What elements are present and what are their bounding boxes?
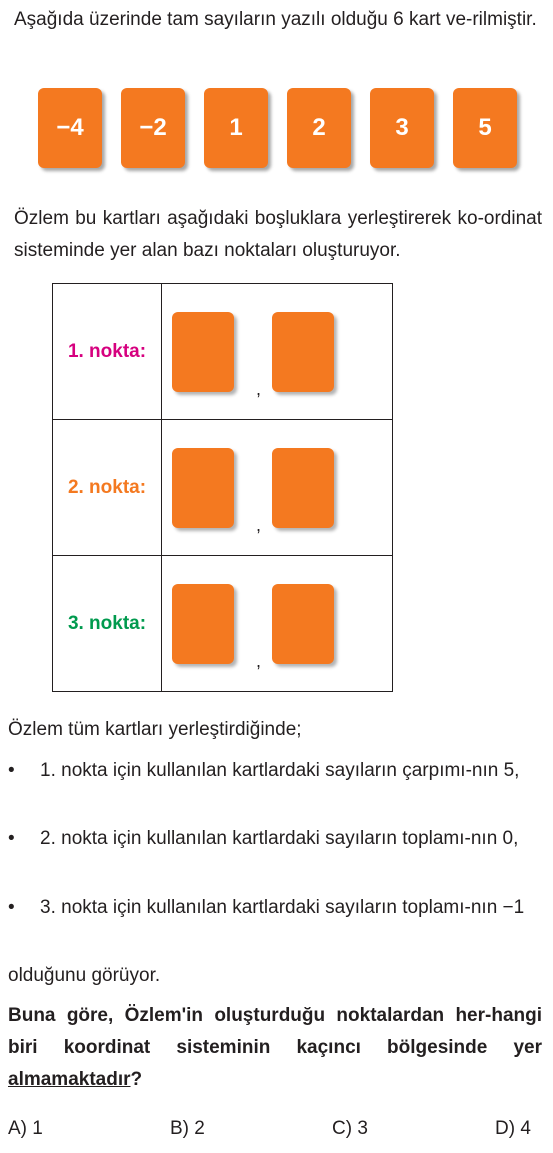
point-slots	[162, 284, 393, 420]
bullet: •	[8, 897, 15, 918]
condition-text: 2. nokta için kullanılan kartlardaki sayıların toplamı-nın 0,	[40, 828, 519, 849]
intro-text: Aşağıda üzerinde tam sayıların yazılı olduğu 6 kart ve-rilmiştir.	[14, 9, 537, 30]
bullet: •	[8, 760, 15, 781]
conclusion-text: olduğunu görüyor.	[8, 965, 161, 986]
card-slot[interactable]	[272, 448, 334, 528]
table-row	[53, 556, 393, 692]
question-body: Buna göre, Özlem'in oluşturduğu noktalardan her-hangi biri koordinat sisteminin kaçıncı bölgesinde yer	[8, 1005, 542, 1058]
number-card: 3	[370, 88, 434, 168]
option-a[interactable]: A) 1	[8, 1118, 43, 1139]
condition-text: 1. nokta için kullanılan kartlardaki sayıların çarpımı-nın 5,	[40, 760, 520, 781]
number-card: 5	[453, 88, 517, 168]
card-row	[38, 88, 518, 168]
number-card: −4	[38, 88, 102, 168]
number-card: 1	[204, 88, 268, 168]
point-label: 1. nokta:	[53, 284, 162, 420]
option-c[interactable]: C) 3	[332, 1118, 368, 1139]
comma: ,	[256, 651, 262, 671]
description-text: Özlem bu kartları aşağıdaki boşluklara yerleştirerek ko-ordinat sisteminde yer alan bazı noktaları oluşturuyor.	[14, 208, 542, 261]
point-label: 2. nokta:	[53, 420, 162, 556]
card-slot[interactable]	[172, 448, 234, 528]
comma: ,	[256, 379, 262, 399]
card-slot[interactable]	[272, 312, 334, 392]
option-b[interactable]: B) 2	[170, 1118, 205, 1139]
lead-text: Özlem tüm kartları yerleştirdiğinde;	[8, 719, 302, 740]
question-emphasis: almamaktadır	[8, 1069, 131, 1090]
point-slots	[162, 556, 393, 692]
point-label: 3. nokta:	[53, 556, 162, 692]
number-card: 2	[287, 88, 351, 168]
card-slot[interactable]	[172, 312, 234, 392]
option-d[interactable]: D) 4	[495, 1118, 531, 1139]
question-text	[8, 1000, 542, 1096]
card-slot[interactable]	[272, 584, 334, 664]
number-card: −2	[121, 88, 185, 168]
card-slot[interactable]	[172, 584, 234, 664]
question-mark: ?	[130, 1069, 143, 1090]
bullet: •	[8, 828, 15, 849]
condition-text: 3. nokta için kullanılan kartlardaki sayıların toplamı-nın −1	[40, 897, 525, 918]
table-row	[53, 420, 393, 556]
comma: ,	[256, 515, 262, 535]
point-slots	[162, 420, 393, 556]
points-table	[52, 283, 393, 692]
table-row	[53, 284, 393, 420]
